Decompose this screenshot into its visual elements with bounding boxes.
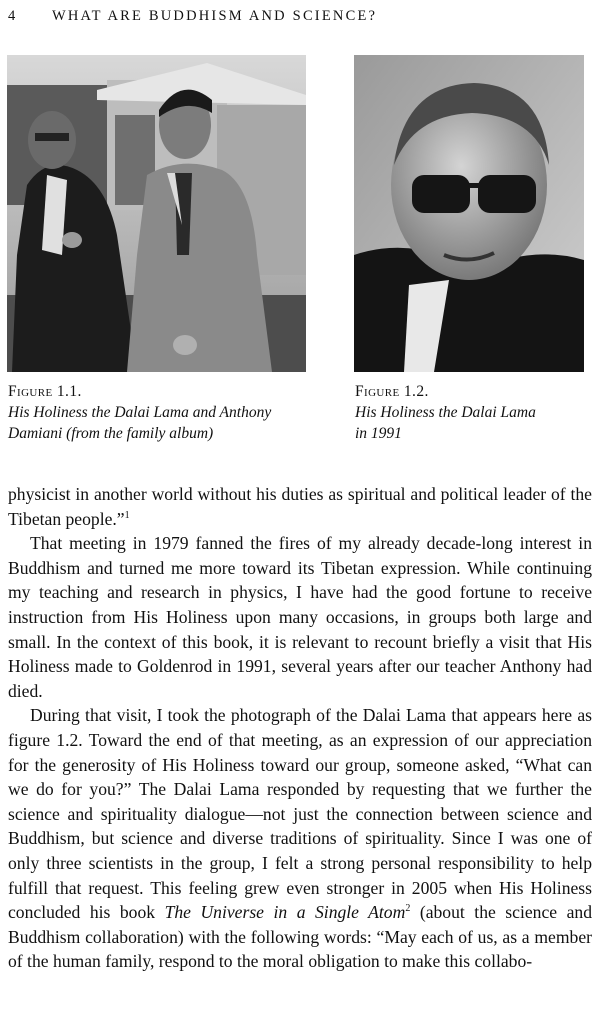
page-number: 4 [8,8,16,24]
figure-1-1-photo [7,55,306,372]
figure-1-2-label: Figure 1.2. [355,383,429,400]
figure-1-2-title-line2: in 1991 [355,425,402,442]
figure-1-2-photo [354,55,584,372]
running-title: WHAT ARE BUDDHISM AND SCIENCE? [52,8,378,24]
paragraph-1-text: physicist in another world without his duties as spiritual and political leader of the Tibetan people.” [8,484,592,529]
paragraph-2: That meeting in 1979 fanned the fires of my already decade-long interest in Buddhism and turned me more toward its Tibetan expression. While continuing my teaching and research in physics, I have had the good fortune to receive instruction from His Holiness upon many occasions, in groups both large and small. In the context of this book, it is relevant to recount briefly a visit that His Holiness made to Goldenrod in 1991, several years after our teacher Anthony had died. [8,533,592,701]
figure-1-1-title-line1: His Holiness the Dalai Lama and Anthony [8,404,272,421]
figure-1-1-caption [8,381,328,444]
figure-1-1-title-line2: Damiani (from the family album) [8,425,214,442]
figure-1-1-label: Figure 1.1. [8,383,82,400]
footnote-ref-1[interactable]: 1 [124,509,130,521]
paragraph-3-text-a: During that visit, I took the photograph of the Dalai Lama that appears here as figure 1.2. Toward the end of that meeting, as an expression of our appreciation for the generosity of His Holiness toward our group, someone asked, “What can we do for you?” The Dalai Lama responded by requesting that we further the science and spirituality dialogue—not just the connection between science and Buddhism, but science and diverse traditions of spirituality. Since I was one of only three scientists in the group, I felt a strong personal responsibility to help fulfill that request. This feeling grew even stronger in 2005 when His Holiness concluded his book [8,705,592,923]
running-header [8,4,593,28]
figure-1-2-caption [355,381,595,444]
paragraph-3-text-b: (about the science and Buddhism collaboration) with the following words: “May each of us, as a member of the human family, respond to the moral obligation to make this collabo- [8,902,592,972]
paragraph-1 [8,482,592,531]
body-text [8,482,592,974]
book-title: The Universe in a Single Atom [164,902,406,923]
figure-1-2-title-line1: His Holiness the Dalai Lama [355,404,536,421]
paragraph-3 [8,703,592,974]
footnote-ref-2[interactable]: 2 [405,903,411,915]
